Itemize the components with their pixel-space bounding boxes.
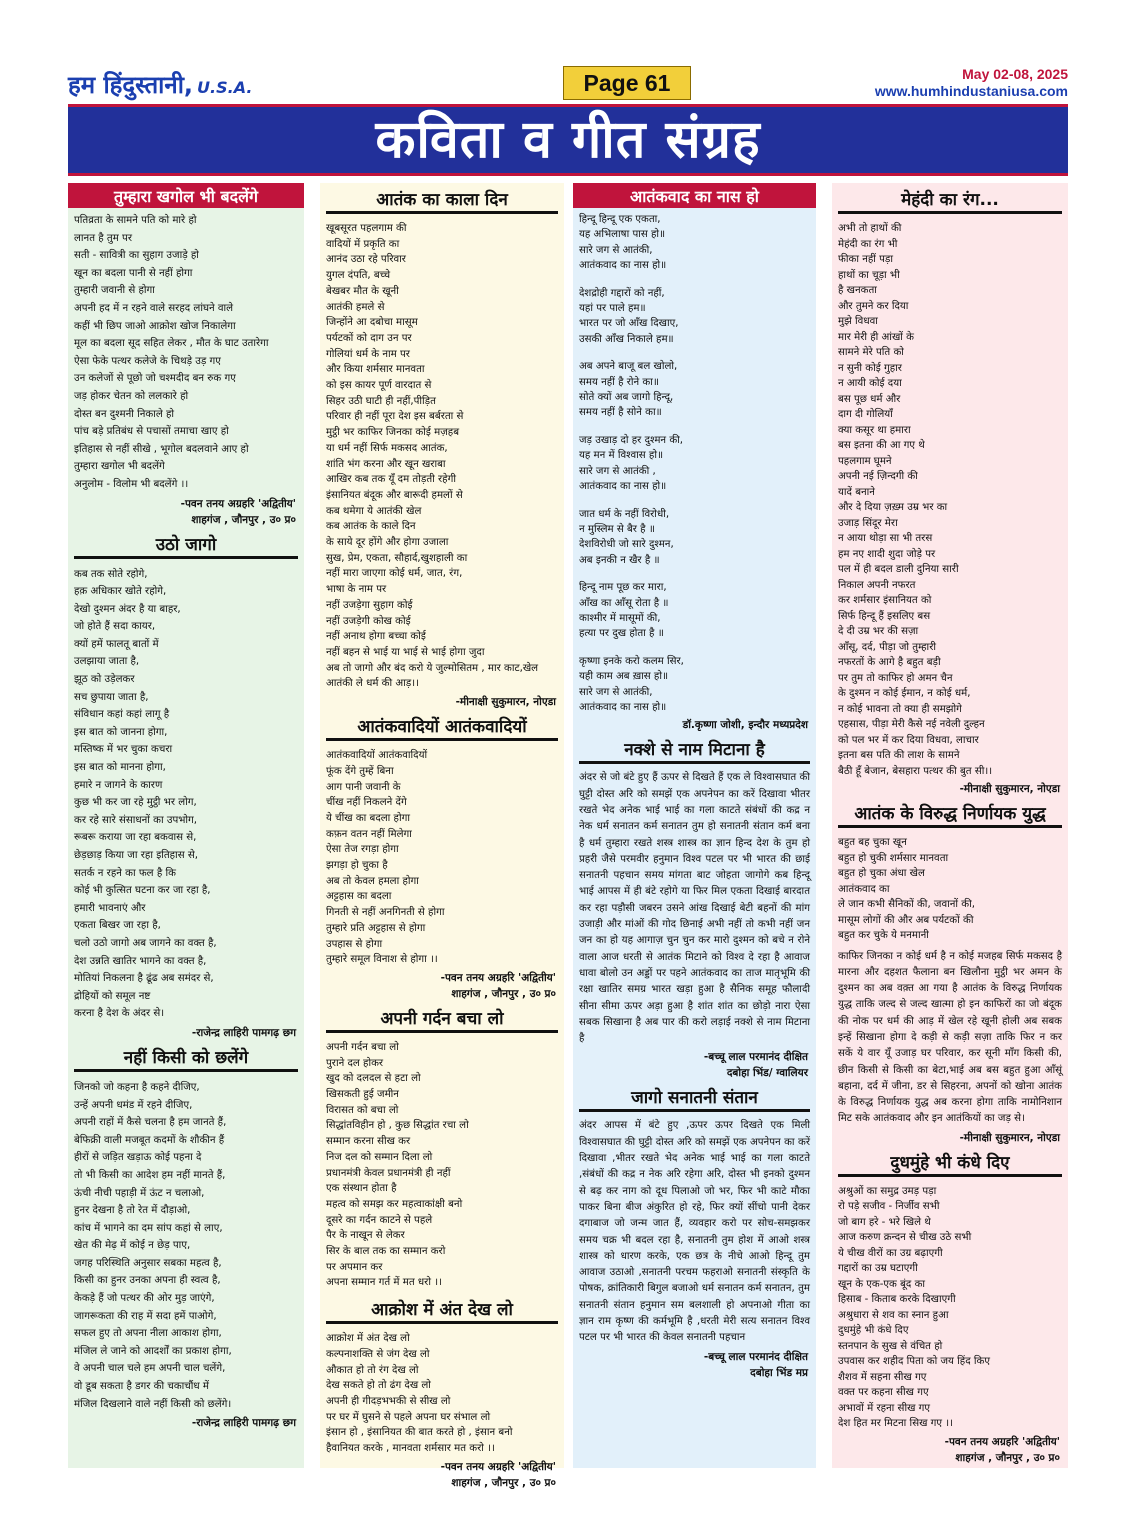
poem-line: अपनी गर्दन बचा लो xyxy=(326,1041,399,1053)
poem-line: कब थमेगा ये आतंकी खेल xyxy=(326,505,422,517)
poem-line: उजाड़ सिंदूर मेरा xyxy=(838,517,898,529)
poem-title: अपनी गर्दन बचा लो xyxy=(326,1004,558,1033)
poem-line: मार मेरी ही आंखों के xyxy=(838,331,915,343)
stanza-gap xyxy=(579,642,811,654)
poem-line: हक़ अधिकार खोते रहोगे, xyxy=(74,586,167,598)
poem-line: को पल भर में कर दिया विधवा, लाचार xyxy=(838,734,979,746)
poem-line: चींख नहीं निकलने देंगे xyxy=(326,797,407,809)
poem-line: बेफिक्री वाली मजबूत कदमों के शौकीन हैं xyxy=(74,1134,225,1146)
poem-body xyxy=(832,1180,1068,1434)
poem-line: अट्टहास का बदला xyxy=(326,891,392,903)
poem-line: हमारी भावनाएं और xyxy=(74,902,146,914)
issue-date: May 02-08, 2025 xyxy=(962,66,1068,82)
poem-body xyxy=(320,1327,564,1459)
poem-author: -मीनाक्षी सुकुमारन, नोएडा xyxy=(959,1131,1060,1144)
poem-line: हाथों का चूड़ा भी xyxy=(838,269,900,281)
poem-line: सुख, प्रेम, एकता, सौहार्द,खुशहाली का xyxy=(326,552,468,564)
poem-line: मोतियां निकलना है ढूंढ अब समंदर से, xyxy=(74,973,214,985)
poem-line: शैशव में सहना सीख गए xyxy=(838,1371,927,1383)
poem-line: इंसान हो , इंसानियत की बात करते हो , इंसान बनो xyxy=(326,1427,513,1439)
poem-line: ऊंची नीची पहाड़ी में ऊंट न चलाओ, xyxy=(74,1187,205,1199)
poem-body xyxy=(320,217,564,694)
stanza-gap xyxy=(579,495,811,507)
poem-line: द्रोहियों को समूल नष्ट xyxy=(74,990,151,1002)
poem-line: नहीं बहन से भाई या भाई से भाई होगा जुदा xyxy=(326,646,485,658)
poem-line: सारे जग से आतंकी, xyxy=(579,686,653,698)
poem-title: मेहंदी का रंग... xyxy=(838,185,1062,214)
poem-line: महत्व को समझ कर महत्वाकांक्षी बनो xyxy=(326,1198,463,1210)
poem-line: मस्तिष्क में भर चुका कचरा xyxy=(74,744,173,756)
poem-line: ले जान कभी सैनिकों की, जवानों की, xyxy=(838,899,976,910)
poem-line: जिन्होंने आ दबोचा मासूम xyxy=(326,317,418,329)
poem-line: गोलियां धर्म के नाम पर xyxy=(326,348,410,360)
poem-line: पर घर में घुसने से पहले अपना घर संभाल लो xyxy=(326,1411,491,1423)
poem-body xyxy=(68,208,304,496)
poem-line: हमारे न जागने के कारण xyxy=(74,779,163,791)
poem-title: उठो जागो xyxy=(74,530,298,559)
poem-line: दाग दी गोलियाँ xyxy=(838,409,893,420)
poem-line: शांति भंग करना और खून खराबा xyxy=(326,458,446,470)
poem-line: वक्त पर कहना सीख गए xyxy=(838,1387,929,1399)
poem-line: स्तनपान के सुख से वंचित हो xyxy=(838,1340,943,1352)
poem-line: सामने मेरे पति को xyxy=(838,347,904,358)
poem-text: अंदर से जो बंटे हुए हैं ऊपर से दिखते हैं एक ले विश्वासघात की घुट्टी दोस्त अरि को समझें एक अपनेपन का करें दिखावा भीतर रखते भेद अनेक भाई भाई का गला काटते संबंधों की कद्र न नेक धर्म सनातन कर्म सनातन तुम हो सनातनी संतान कर्म बना है धर्म तुम्हारा रखते शस्त्र शास्त्र का ज्ञान हिन्द देश के तुम हो प्रहरी जैसे परमवीर हनुमान विश्व पटल पर भी भारत की छाई सनातनी पहचान समय मांगता बाट जोहता जागोगे कब हिन्दू भाई आपस में ही बंटे रहोगे या फिर मिल एकता दिखाई बारदात कर रहा पड़ौसी जबरन उसने आंख दिखाई बेटी बहनों की मांग उजाड़ी और मांओं की गोद छिनाई अभी नहीं तो कभी नहीं जन जन का हो यह आगाज़ चुन चुन कर मारो दुश्मन को बचे न रोने वाला आज धरती से आतंक मिटाने को विश्व दे रहा है आवाज धावा बोलो उन अड्डों पर पहने आतंकवाद का ताज मातृभूमि की रक्षा खातिर समग्र भारत खड़ा हुआ है सैनिक समूह फौलादी सीना सीमा ऊपर अड़ा हुआ है शांत शांत का छोड़ो नारा ऐसा सबक सिखाना है अब पार की करो लड़ाई नक्शे से नाम मिटाना है xyxy=(579,772,810,1045)
poem-line: विरासत को बचा लो xyxy=(326,1104,399,1116)
poem-line: आतंकी ले धर्म की आड़।। xyxy=(326,678,419,690)
poem-line: सच छुपाया जाता है, xyxy=(74,691,149,703)
poem-line: के साये दूर होंगे और होगा उजाला xyxy=(326,537,449,549)
poem-line: करना है देश के अंदर से। xyxy=(74,1008,165,1020)
poem-place: दबोहा भिंड/ ग्वालियर xyxy=(726,1067,808,1080)
poem-title: नक्शे से नाम मिटाना है xyxy=(579,735,810,764)
poem-line: औकात हो तो रंग देख लो xyxy=(326,1364,419,1376)
poem-line: खुद को दलदल से हटा लो xyxy=(326,1073,421,1085)
poem-line: झगड़ा हो चुका है xyxy=(326,860,388,872)
poem-line: किसी का हुनर उनका अपना ही स्वत्व है, xyxy=(74,1275,221,1287)
poem-line: या धर्म नहीं सिर्फ मकसद आतंक, xyxy=(326,442,448,454)
poem-line: तुम्हारा खगोल भी बदलेंगे xyxy=(74,461,165,473)
poem-line: देशद्रोही गद्दारों को नहीं, xyxy=(579,287,665,299)
poem-line: इतना बस पति की लाश के सामने xyxy=(838,750,960,761)
poem-line: क्यों हमें फालतू बातों में xyxy=(74,638,159,650)
poem-line: जगह परिस्थिति अनुसार सबका महत्व है, xyxy=(74,1257,222,1269)
poem-line: दोस्त बन दुश्मनी निकाले हो xyxy=(74,408,175,420)
poem-line: अश्रुधारा से शव का स्नान हुआ xyxy=(838,1309,949,1321)
poem-line: तो भी किसी का आदेश हम नहीं मानते हैं, xyxy=(74,1169,226,1181)
poem-line: जात धर्म के नहीं विरोधी, xyxy=(579,508,670,520)
poem-line: खून के एक-एक बूंद का xyxy=(838,1278,926,1290)
poem-line: अपनी ही गीदड़भभकी से सीख लो xyxy=(326,1396,451,1407)
poem-line: खून का बदला पानी से नहीं होगा xyxy=(74,267,193,279)
poem-title: आतंक के विरुद्ध निर्णायक युद्ध xyxy=(838,799,1062,828)
poem-line: हिन्दू हिन्दू एक एकता, xyxy=(579,214,661,225)
poem-line: भारत पर जो आँख दिखाए, xyxy=(579,318,679,330)
poem-author: -राजेन्द्र लाहिरी पामगढ़ छग xyxy=(191,1026,296,1039)
poem-line: एक संस्थान होता है xyxy=(326,1183,397,1195)
poem-line: गिनती से नहीं अनगिनती से होगा xyxy=(326,907,445,919)
poem-line: कृष्णा इनके करो कलम सिर, xyxy=(579,655,684,667)
poem-line: कुछ भी कर जा रहे मुट्ठी भर लोग, xyxy=(74,797,197,809)
poem-title: आतंक का काला दिन xyxy=(326,185,558,214)
poem-line: क्या कसूर था हमारा xyxy=(838,424,911,436)
poem-line: पैर के नाखून से लेकर xyxy=(326,1230,405,1242)
poem-line: को इस कायर पूर्ण वारदात से xyxy=(326,380,432,392)
poem-line: अपनी हद में न रहने वाले सरहद लांघने वाले xyxy=(74,302,234,314)
poem-author: -पवन तनय अग्रहरि 'अद्वितीय' xyxy=(944,1435,1060,1448)
stanza-gap xyxy=(579,421,811,433)
poem-line: ये चीख वीरों का उग्र बढ़ाएगी xyxy=(838,1247,943,1259)
poem-line: सिर्फ हिन्दू हैं इसलिए बस xyxy=(838,610,931,622)
poem-author: -पवन तनय अग्रहरि 'अद्वितीय' xyxy=(440,971,556,984)
poem-place: शाहगंज , जौनपुर , उ० प्र० xyxy=(191,513,296,526)
poem-line: रो पड़े सजीव - निर्जीव सभी xyxy=(838,1201,940,1213)
poem-author: -पवन तनय अग्रहरि 'अद्वितीय' xyxy=(440,1460,556,1473)
poem-line: छेड़छाड़ किया जा रहा इतिहास से, xyxy=(74,850,198,861)
website-link[interactable]: www.humhindustaniusa.com xyxy=(874,83,1068,99)
poem-line: कल्पनाशक्ति से जंग देख लो xyxy=(326,1348,430,1360)
poem-line: सतर्क न रहने का फल है कि xyxy=(74,867,176,879)
poem-line: सिहर उठी घाटी ही नहीं,पीड़ित xyxy=(326,395,436,407)
poem-line: निकाल अपनी नफरत xyxy=(838,579,916,591)
poem-line: हुनर देखना है तो रेत में दौड़ाओ, xyxy=(74,1205,191,1217)
poem-line: आखिर कब तक यूँ दम तोड़ती रहेगी xyxy=(326,474,456,486)
poem-line: हिन्दू नाम पूछ कर मारा, xyxy=(579,582,667,594)
poem-line: कब तक सोते रहोगे, xyxy=(74,568,148,580)
poem-line: अपनी राहों में कैसे चलना है हम जानते हैं, xyxy=(74,1117,227,1129)
poem-line: देश उन्नति खातिर भागने का वक्त है, xyxy=(74,955,207,967)
poem-line: उपवास कर शहीद पिता को जय हिंद किए xyxy=(838,1356,990,1368)
poem-line: आक्रोश में अंत देख लो xyxy=(326,1333,410,1345)
poem-line: मंजिल ले जाने को आदर्शों का प्रकाश होगा, xyxy=(74,1345,232,1357)
poem-line: ऐसा फेके पत्थर कलेजे के चिथड़े उड़ गए xyxy=(74,355,221,367)
poem-line: नफरतों के आगे है बहुत बड़ी xyxy=(838,657,941,668)
poem-line: सोते क्यों अब जागो हिन्दू, xyxy=(579,392,674,404)
poem-line: पर तुम तो काफिर हो अमन चैन xyxy=(838,672,953,684)
poem-place: शाहगंज , जौनपुर , उ० प्र० xyxy=(955,1451,1060,1464)
column-2 xyxy=(320,183,564,1489)
poem-body xyxy=(68,1075,304,1415)
poem-line: हिसाब - किताब करके दिखाएगी xyxy=(838,1294,956,1306)
poem-line: वादियों में प्रकृति का xyxy=(326,238,400,250)
poem-line: यही काम अब ख़ास हो॥ xyxy=(579,671,669,683)
poem-line: सारे जग से आतंकी , xyxy=(579,465,656,477)
poem-line: परिवार ही नहीं पूरा देश इस बर्बरता से xyxy=(326,411,464,423)
poem-line: जो बाग हरे - भरे खिले थे xyxy=(838,1216,931,1228)
poem-line: मंजिल दिखलाने वाले नहीं किसी को छलेंगे। xyxy=(74,1398,232,1410)
poem-line: एकता बिखर जा रहा है, xyxy=(74,920,161,932)
poem-line: नहीं मारा जाएगा कोई धर्म, जात, रंग, xyxy=(326,568,463,580)
poem-line: कफ़न वतन नहीं मिलेगा xyxy=(326,828,412,840)
poem-line: कब आतंक के काले दिन xyxy=(326,521,416,533)
poem-line: जिनको जो कहना है कहने दीजिए, xyxy=(74,1081,200,1093)
poem-author: -बच्चू लाल परमानंद दीक्षित xyxy=(703,1350,808,1363)
poem-line: बहुत कर चुके ये मनमानी xyxy=(838,930,929,941)
poem-line: जड़ उखाड़ दो हर दुश्मन की, xyxy=(579,434,684,446)
poem-line: पतिव्रता के सामने पति को मारे हो xyxy=(74,215,197,226)
poem-line: सारे जग से आतंकी, xyxy=(579,244,653,256)
poem-line: आतंकी हमले से xyxy=(326,301,385,313)
poem-line: मूल का बदला सूद सहित लेकर , मौत के घाट उतारेगा xyxy=(74,338,269,350)
poem-line: अब तो जागो और बंद करो ये जुल्मोसितम , मार काट,खेल xyxy=(326,662,539,674)
poem-line: इतिहास से नहीं सीखे , भूगोल बदलवाने आए हो xyxy=(74,443,249,455)
poem-author: -मीनाक्षी सुकुमारन, नोएडा xyxy=(959,783,1060,795)
section-banner xyxy=(68,104,1068,176)
poem-line: वो डूब सकता है डगर की चकाचौंध में xyxy=(74,1381,210,1393)
poem-author: -पवन तनय अग्रहरि 'अद्वितीय' xyxy=(180,497,296,510)
column-1 xyxy=(68,183,304,1468)
poem-place: शाहगंज , जौनपुर , उ० प्र० xyxy=(451,987,556,1000)
poem-line: निज दल को सम्मान दिला लो xyxy=(326,1151,433,1163)
poem-title: दुधमुंहे भी कंधे दिए xyxy=(838,1148,1062,1177)
poem-line: गद्दारों का उम्र घटाएगी xyxy=(838,1263,918,1275)
poem-line: आतंकवाद का नास हो॥ xyxy=(579,481,667,493)
poem-line: बहुत हो चुका अंधा खेल xyxy=(838,868,925,879)
poem-line: कोई भी कुत्सित घटना कर जा रहा है, xyxy=(74,885,211,897)
poem-line: दे दी उम्र भर की सज़ा xyxy=(838,626,919,637)
masthead xyxy=(68,66,1068,100)
poem-line: के दुश्मन न कोई ईमान, न कोई धर्म, xyxy=(838,688,971,699)
poem-line: बहुत हो चुकी शर्मसार मानवता xyxy=(838,852,949,864)
poem-body xyxy=(320,744,564,970)
brand-name: हम हिंदुस्तानी, xyxy=(68,71,194,99)
poem-line: पांच बड़े प्रतिबंध से पचासों तमाचा खाए हो xyxy=(74,426,229,438)
poem-line: बहुत बह चुका खून xyxy=(838,837,907,848)
poem-line: एहसास, पीड़ा मेरी कैसे नई नवेली दुल्हन xyxy=(838,719,985,730)
poem-line: ऐसा तेज रगड़ा होगा xyxy=(326,844,399,856)
poem-line: हत्या पर दुख होता है ॥ xyxy=(579,628,664,640)
poem-line: समय नहीं है सोने का॥ xyxy=(579,407,662,419)
poem-line: देश हित मर मिटना सिख गए ।। xyxy=(838,1418,953,1430)
poem-author: -मीनाक्षी सुकुमारन, नोएडा xyxy=(455,696,556,709)
poem-line: अभावों में रहना सीख गए xyxy=(838,1402,931,1414)
poem-body xyxy=(320,1036,564,1293)
poem-line: मुझे विधवा xyxy=(838,316,878,327)
poem-line: इंसानियत बंदूक और बारूदी हमलों से xyxy=(326,489,463,501)
poem-line: न मुस्लिम से बैर है ॥ xyxy=(579,523,655,535)
poem-line: मासूम लोगों की और अब पर्यटकों की xyxy=(838,914,974,926)
poem-line: न कोई भावना तो क्या ही समझोगे xyxy=(838,703,962,715)
poem-line: देशविरोधी जो सारे दुश्मन, xyxy=(579,539,674,551)
poem-line: न आया थोड़ा सा भी तरस xyxy=(838,533,933,544)
poem-author: डॉ.कृष्णा जोशी, इन्दौर मध्यप्रदेश xyxy=(682,719,808,732)
poem-line: आज करुण क्रन्दन से चीख उठे सभी xyxy=(838,1232,972,1244)
poem-line: संविधान कहां कहां लागू है xyxy=(74,709,170,721)
poem-line: लानत है तुम पर xyxy=(74,232,132,244)
poem-line: उन्हें अपनी धमंड में रहने दीजिए, xyxy=(74,1099,193,1111)
poem-line: तुम्हारे प्रति अट्टहास से होगा xyxy=(326,922,426,934)
poem-line: और किया शर्मसार मानवता xyxy=(326,364,425,376)
poem-title: आक्रोश में अंत देख लो xyxy=(326,1295,558,1324)
poem-line: सफल हुए तो अपना नीला आकाश होगा, xyxy=(74,1328,222,1340)
poem-line: सती - सावित्री का सुहाग उजाड़े हो xyxy=(74,250,199,262)
poem-line: उसकी आँख निकाले हम॥ xyxy=(579,333,674,345)
poem-line: उन कलेजों से पूछो जो चश्मदीद बन रुक गए xyxy=(74,373,236,385)
poem-line: नहीं अनाथ होगा बच्चा कोई xyxy=(326,631,426,643)
poem-line: सिद्धांतविहीन हो , कुछ सिद्धांत रचा लो xyxy=(326,1120,469,1132)
brand-suffix: U.S.A. xyxy=(197,78,253,97)
poem-text: काफिर जिनका न कोई धर्म है न कोई मजहब सिर्फ मकसद है मारना और दहशत फैलाना बन खिलौना मुट्ठी भर अमन के दुश्मन का अब वक़्त आ गया है आतंक के विरुद्ध निर्णायक युद्ध ताकि जल्द से जल्द खात्मा हो इन काफिरों का जो बंदूक की नोक पर धर्म की आड़ में खेल रहे खूनी होली अब सबक इन्हें सिखाना होगा दे कड़ी से कड़ी सज़ा ताकि फिर न कर सकें ये वार यूँ उजाड़ घर परिवार, कर सूनी माँग किसी की, छीन किसी से किसी का बेटा,भाई अब बस बहुत हुआ आँसूं बहाना, दर्द में जीना, डर से सिहरना, अपनों को खोना आतंक के विरुद्ध निर्णायक युद्ध अब करना होगा ताकि नामोनिशान मिट सके आतंकवाद और इन आतंकियों का जड़ से। xyxy=(838,950,1062,1125)
poem-line: तुम्हारी जवानी से होगा xyxy=(74,285,155,297)
poem-line: जागरूकता की राह में सदा हमें पाओगे, xyxy=(74,1310,217,1322)
poem-line: सिर के बाल तक का सम्मान करो xyxy=(326,1246,446,1258)
poem-line: फीका नहीं पड़ा xyxy=(838,254,894,265)
poem-line: अब अपने बाजू बल खोलो, xyxy=(579,361,678,373)
poem-line: बेखबर मौत के खूनी xyxy=(326,285,399,297)
poem-line: कर शर्मसार इंसानियत को xyxy=(838,595,932,606)
poem-author: -बच्चू लाल परमानंद दीक्षित xyxy=(703,1051,808,1064)
poem-line: चलो उठो जागो अब जागने का वक्त है, xyxy=(74,937,217,949)
poem-line: आग पानी जवानी के xyxy=(326,781,401,793)
poem-line: समय नहीं है रोने का॥ xyxy=(579,376,659,388)
poem-line: ये चींख का बदला होगा xyxy=(326,812,410,824)
poem-place: शाहगंज , जौनपुर , उ० प्र० xyxy=(451,1476,556,1489)
poem-line: खेत की मेढ़ में कोई न छेड़ पाए, xyxy=(74,1240,191,1252)
poem-line: झूठ को उड़ेलकर xyxy=(74,674,135,686)
poem-line: आतंकवादियों आतंकवादियों xyxy=(326,750,428,762)
poem-line: खिसकती हुई जमीन xyxy=(326,1089,399,1101)
poem-line: इस बात को जानना होगा, xyxy=(74,726,168,738)
poem-line: यह मन में विश्वास हो॥ xyxy=(579,450,664,462)
poem-line: कहीं भी छिप जाओ आक्रोश खोज निकालेगा xyxy=(74,320,236,332)
poem-line: यादें बनाने xyxy=(838,486,875,498)
poem-line: अभी तो हाथों की xyxy=(838,223,902,234)
poem-line: युगल दंपति, बच्चे xyxy=(326,270,391,282)
poem-line: मुट्ठी भर काफिर जिनका कोई मज़हब xyxy=(326,427,460,439)
poem-line: जो होते हैं सदा कायर, xyxy=(74,621,156,633)
poem-line: खूबसूरत पहलगाम की xyxy=(326,223,407,234)
poem-line: फूंक देंगे तुम्हें बिना xyxy=(326,765,394,777)
poem-line: अब तो केवल हमला होगा xyxy=(326,875,419,887)
poem-line: अनुलोम - विलोम भी बदलेंगे ।। xyxy=(74,478,189,490)
poem-body xyxy=(832,831,1068,946)
poem-line: पुराने दल होकर xyxy=(326,1057,384,1069)
stanza-gap xyxy=(579,347,811,359)
poem-title: तुम्हारा खगोल भी बदलेंगे xyxy=(68,183,304,208)
poem-line: देख सकते हो तो ढंग देख लो xyxy=(326,1380,431,1392)
poem-line: इस बात को मानना होगा, xyxy=(74,762,166,774)
poem-line: दुधमुंहे भी कंधे दिए xyxy=(838,1325,909,1337)
poem-line: देखो दुश्मन अंदर है या बाहर, xyxy=(74,603,181,615)
column-3 xyxy=(573,183,816,1468)
poem-line: उलझाया जाता है, xyxy=(74,656,140,668)
poem-line: केकड़े हैं जो पत्थर की ओर मुड़ जाएंगे, xyxy=(74,1293,215,1305)
poem-title: आतंकवादियों आतंकवादियों xyxy=(326,712,558,741)
poem-line: और दे दिया ज़ख़्म उम्र भर का xyxy=(838,502,948,513)
poem-line: अब इनकी न खैर है ॥ xyxy=(579,554,660,566)
poem-line: बैठी हूँ बेजान, बेसहारा पत्थर की बुत सी।। xyxy=(838,765,993,777)
poem-line: नहीं उजड़ेगा सुहाग कोई xyxy=(326,599,413,611)
poem-body xyxy=(68,562,304,1025)
poem-line: पर्यटकों को दाग उन पर xyxy=(326,332,412,344)
poem-author: -राजेन्द्र लाहिरी पामगढ़ छग xyxy=(191,1417,296,1430)
stanza-gap xyxy=(579,568,811,580)
poem-line: आतंकवाद का xyxy=(838,883,890,895)
poem-line: नहीं उजड़ेगी कोख कोई xyxy=(326,615,411,627)
poem-line: हैवानियत करके , मानवता शर्मसार मत करो ।। xyxy=(326,1443,495,1455)
poem-text: अंदर आपस में बंटे हुए ,ऊपर ऊपर दिखते एक मिली विश्वासघात की घुट्टी दोस्त अरि को समझें एक अपनेपन का करें दिखावा ,भीतर रखते भेद अनेक भाई भाई का गला काटते ,संबंधों की कद्र न नेक अरि रहेगा अरि, दोस्त भी इनको दुश्मन से बढ़ कर नाग को दूध पिलाओ जो भर, फिर भी काटे मौका पाकर बिना बीज अंकुरित हो रहे, फिर क्यों सींचो पानी देकर दगाबाज जो जन्म जात हैं, व्यवहार करो पर सोच-समझकर समय चक्र भी बदल रहा है, सनातनी तुम होश में आओ शस्त्र शास्त्र को धारण करके, एक छत्र के नीचे आओ हिन्दू तुम आवाज उठाओ ,सनातनी परचम फहराओ सनातनी संस्कृति के पोषक, क्रांतिकारी बिगुल बजाओ धर्म सनातन कर्म सनातन, तुम सनातनी संतान हनुमान सम बलशाली हो अपनाओ गीता का ज्ञान राम कृष्ण की कर्मभूमि है ,धरती मेरी सत्य सनातन विश्व पटल पर भी भारत की केवल सनातनी पहचान xyxy=(579,1120,810,1344)
poem-line: मेहंदी का रंग भी xyxy=(838,238,898,250)
poem-line: आँसू, दर्द, पीड़ा जो तुम्हारी xyxy=(838,641,936,653)
poem-line: प्रधानमंत्री केवल प्रधानमंत्री ही नहीं xyxy=(326,1167,451,1179)
poem-line: उपहास से होगा xyxy=(326,938,383,950)
poem-line: पहलगाम घूमने xyxy=(838,455,892,467)
poem-line: दूसरे का गर्दन काटने से पहले xyxy=(326,1214,433,1226)
poem-line: पल में ही बदल डाली दुनिया सारी xyxy=(838,564,959,575)
poem-line: बस पूछ धर्म और xyxy=(838,393,901,405)
poem-place: दबोहा भिंड मप्र xyxy=(750,1366,808,1379)
poem-body xyxy=(832,217,1068,781)
poem-line: आतंकवाद का नास हो॥ xyxy=(579,701,667,713)
poem-line: हम नए शादी शुदा जोड़े पर xyxy=(838,548,936,560)
poem-line: बस इतना की आ गए थे xyxy=(838,440,925,451)
poem-title: आतंकवाद का नास हो xyxy=(573,183,816,208)
banner-title: कविता व गीत संग्रह xyxy=(375,110,761,170)
poem-line: कर रहे सारे संसाधनों का उपभोग, xyxy=(74,814,198,826)
poem-line: आनंद उठा रहे परिवार xyxy=(326,254,406,266)
poem-line: सम्मान करना सीख कर xyxy=(326,1136,411,1148)
brand-logo[interactable] xyxy=(68,68,252,101)
poem-line: न आयी कोई दया xyxy=(838,378,902,389)
poem-line: है खनकता xyxy=(838,285,877,296)
poem-body xyxy=(573,208,816,717)
poem-title: जागो सनातनी संतान xyxy=(579,1083,810,1112)
stanza-gap xyxy=(579,274,811,286)
poem-line: तुम्हारे समूल विनाश से होगा ।। xyxy=(326,954,438,966)
poem-line: वे अपनी चाल चले हम अपनी चाल चलेंगे, xyxy=(74,1363,226,1375)
poem-line: और तुमने कर दिया xyxy=(838,300,909,312)
poem-line: अपना सम्मान गर्त में मत धरो ।। xyxy=(326,1277,442,1289)
poem-line: भाषा के नाम पर xyxy=(326,584,387,596)
poem-line: न सुनी कोई गुहार xyxy=(838,362,902,374)
poem-line: यह अभिलाषा पास हो॥ xyxy=(579,229,666,241)
poem-line: कांच में भागने का दम सांप कहां से लाए, xyxy=(74,1222,223,1234)
poem-line: आँख का आँसू रोता है ॥ xyxy=(579,597,669,609)
poem-line: अश्रुओं का समुद्र उमड़ पड़ा xyxy=(838,1185,937,1197)
poem-line: यहां पर पाले हम॥ xyxy=(579,303,646,315)
poem-line: हीरों से जड़ित खड़ाऊ कोई पहना दे xyxy=(74,1152,202,1164)
poem-line: काश्मीर में मासूमों की, xyxy=(579,612,661,624)
page-number-badge: Page 61 xyxy=(563,66,691,100)
poem-line: रूबरू कराया जा रहा बकवास से, xyxy=(74,832,197,844)
poem-line: पर अपमान कर xyxy=(326,1261,383,1273)
poem-title: नहीं किसी को छलेंगे xyxy=(74,1043,298,1072)
poem-line: जड़ होकर चेतन को ललकारे हो xyxy=(74,390,189,402)
poem-line: आतंकवाद का नास हो॥ xyxy=(579,260,667,272)
column-4 xyxy=(832,183,1068,1468)
poem-line: अपनी नई ज़िन्दगी की xyxy=(838,471,918,482)
